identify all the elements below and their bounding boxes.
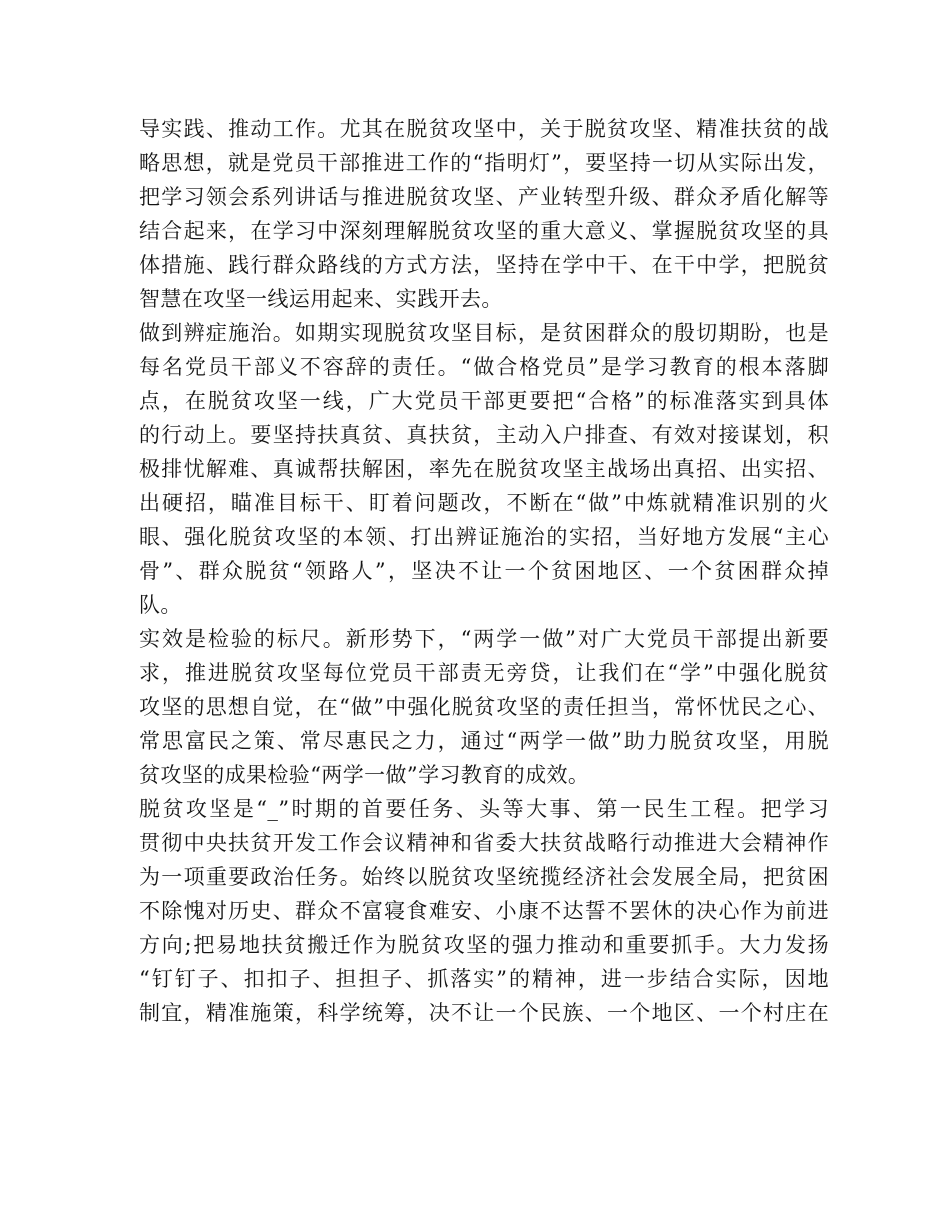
text-line: 贯彻中央扶贫开发工作会议精神和省委大扶贫战略行动推进大会精神作 — [139, 831, 829, 855]
text-line: 把学习领会系列讲话与推进脱贫攻坚、产业转型升级、群众矛盾化解等 — [139, 185, 829, 209]
text-line: 贫攻坚的成果检验“两学一做”学习教育的成效。 — [139, 763, 590, 787]
text-line: 体措施、践行群众路线的方式方法，坚持在学中干、在干中学，把脱贫 — [139, 253, 829, 277]
text-line: 智慧在攻坚一线运用起来、实践开去。 — [139, 287, 503, 311]
text-line: 导实践、推动工作。尤其在脱贫攻坚中，关于脱贫攻坚、精准扶贫的战 — [139, 117, 829, 141]
text-line: 结合起来，在学习中深刻理解脱贫攻坚的重大意义、掌握脱贫攻坚的具 — [139, 219, 829, 243]
text-line: 求，推进脱贫攻坚每位党员干部责无旁贷，让我们在“学”中强化脱贫 — [139, 661, 829, 685]
text-line: 出硬招，瞄准目标干、盯着问题改，不断在“做”中炼就精准识别的火 — [139, 491, 829, 515]
text-line: 脱贫攻坚是“_”时期的首要任务、头等大事、第一民生工程。把学习 — [139, 797, 829, 821]
text-line: “钉钉子、扣扣子、担担子、抓落实”的精神，进一步结合实际，因地 — [139, 967, 829, 991]
text-line: 略思想，就是党员干部推进工作的“指明灯”，要坚持一切从实际出发， — [139, 151, 829, 175]
text-line: 做到辨症施治。如期实现脱贫攻坚目标，是贫困群众的殷切期盼，也是 — [139, 321, 829, 345]
text-line: 每名党员干部义不容辞的责任。“做合格党员”是学习教育的根本落脚 — [139, 355, 829, 379]
text-line: 制宜，精准施策，科学统筹，决不让一个民族、一个地区、一个村庄在 — [139, 1001, 829, 1025]
text-line: 骨”、群众脱贫“领路人”，坚决不让一个贫困地区、一个贫困群众掉 — [139, 559, 829, 583]
text-line: 队。 — [139, 593, 182, 617]
document-body — [139, 112, 829, 1030]
text-line: 实效是检验的标尺。新形势下，“两学一做”对广大党员干部提出新要 — [139, 627, 829, 651]
text-line: 眼、强化脱贫攻坚的本领、打出辨证施治的实招，当好地方发展“主心 — [139, 525, 829, 549]
text-line: 攻坚的思想自觉，在“做”中强化脱贫攻坚的责任担当，常怀忧民之心、 — [139, 695, 829, 719]
text-line: 常思富民之策、常尽惠民之力，通过“两学一做”助力脱贫攻坚，用脱 — [139, 729, 829, 753]
text-line: 为一项重要政治任务。始终以脱贫攻坚统揽经济社会发展全局，把贫困 — [139, 865, 829, 889]
text-line: 极排忧解难、真诚帮扶解困，率先在脱贫攻坚主战场出真招、出实招、 — [139, 457, 829, 481]
text-line: 的行动上。要坚持扶真贫、真扶贫，主动入户排查、有效对接谋划，积 — [139, 423, 829, 447]
text-line: 不除愧对历史、群众不富寝食难安、小康不达誓不罢休的决心作为前进 — [139, 899, 829, 923]
text-line: 点，在脱贫攻坚一线，广大党员干部更要把“合格”的标准落实到具体 — [139, 389, 829, 413]
text-line: 方向;把易地扶贫搬迁作为脱贫攻坚的强力推动和重要抓手。大力发扬 — [139, 933, 829, 957]
